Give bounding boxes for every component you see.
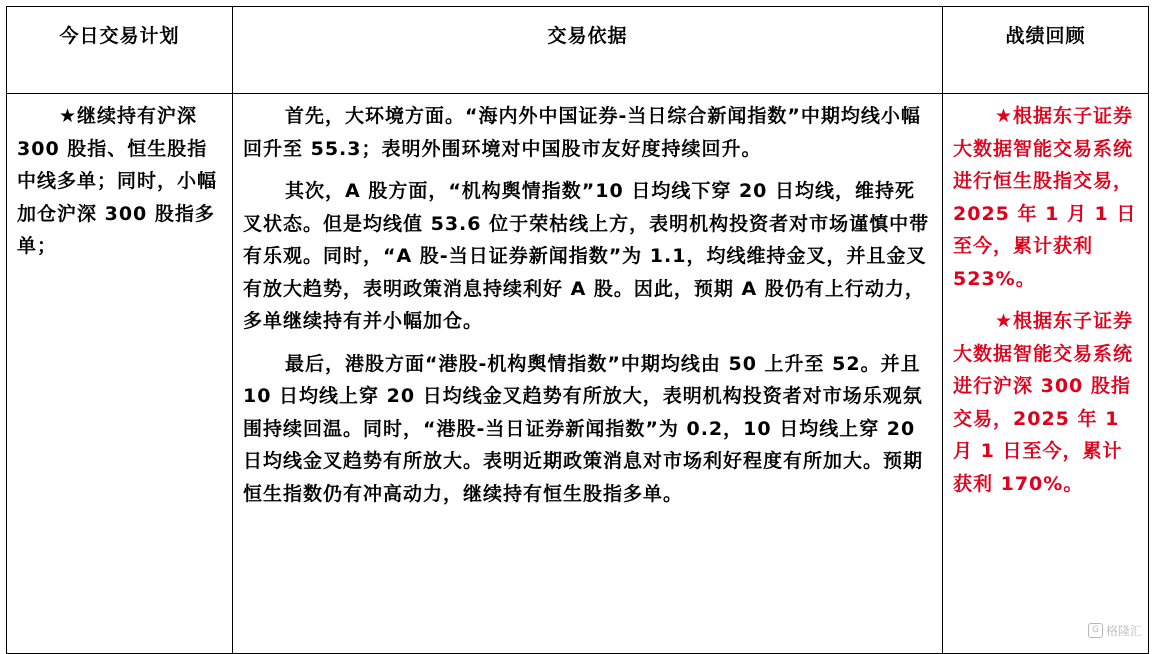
header-row [7, 7, 1149, 94]
g-logo-icon: G [1088, 623, 1103, 638]
basis-paragraph-1: 首先，大环境方面。“海内外中国证券-当日综合新闻指数”中期均线小幅回升至 55.3；表明外围环境对中国股市友好度持续回升。 [243, 105, 921, 160]
header-plan: 今日交易计划 [7, 7, 233, 94]
watermark-text: 格隆汇 [1105, 624, 1142, 638]
basis-cell [233, 94, 943, 654]
plan-cell [7, 94, 233, 654]
basis-paragraph-2: 其次，A 股方面，“机构舆情指数”10 日均线下穿 20 日均线，维持死叉状态。但是均线值 53.6 位于荣枯线上方，表明机构投资者对市场谨慎中带有乐观。同时，“A 股-当日证券新闻指数”为 1.1，均线维持金叉，并且金叉有放大趋势，表明政策消息持续利好 A 股。因此，预期 A 股仍有上行动力，多单继续持有并小幅加仓。 [243, 180, 930, 332]
header-basis: 交易依据 [233, 7, 943, 94]
content-row [7, 94, 1149, 654]
review-csi300: ★根据东子证券大数据智能交易系统进行沪深 300 股指交易，2025 年 1 月 1 日至今，累计获利 170%。 [953, 310, 1134, 495]
header-review: 战绩回顾 [943, 7, 1149, 94]
watermark [1088, 622, 1142, 639]
trading-plan-table [6, 6, 1149, 654]
review-cell [943, 94, 1149, 654]
review-hsi: ★根据东子证券大数据智能交易系统进行恒生股指交易，2025 年 1 月 1 日至今，累计获利 523%。 [953, 105, 1137, 290]
basis-paragraph-3: 最后，港股方面“港股-机构舆情指数”中期均线由 50 上升至 52。并且 10 日均线上穿 20 日均线金叉趋势有所放大，表明机构投资者对市场乐观氛围持续回温。同时，“港股-当日证券新闻指数”为 0.2，10 日均线上穿 20 日均线金叉趋势有所放大。表明近期政策消息对市场利好程度有所加大。预期恒生指数仍有冲高动力，继续持有恒生股指多单。 [243, 352, 924, 505]
plan-text: ★继续持有沪深 300 股指、恒生股指中线多单；同时，小幅加仓沪深 300 股指多单； [17, 105, 218, 257]
